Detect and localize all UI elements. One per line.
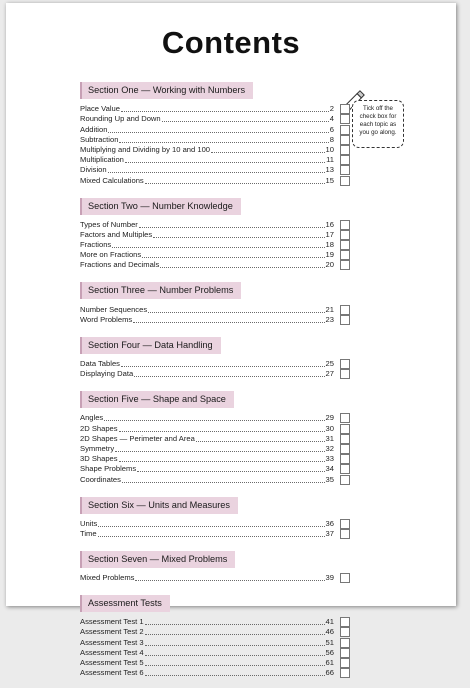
entry-label: Assessment Test 2: [80, 627, 144, 637]
tick-checkbox[interactable]: [340, 617, 350, 627]
entry-label: Shape Problems: [80, 464, 137, 474]
entry-page-number: 56: [325, 647, 334, 657]
entry-page-number: 21: [325, 304, 334, 314]
toc-entry: [80, 637, 350, 647]
tick-checkbox[interactable]: [340, 668, 350, 678]
dot-leader: [142, 256, 324, 258]
entry-label: Displaying Data: [80, 369, 134, 379]
dot-leader: [148, 311, 324, 313]
entry-page-number: 34: [325, 464, 334, 474]
entry-page-number: 61: [325, 658, 334, 667]
dot-leader: [122, 481, 325, 483]
dot-leader: [119, 460, 325, 462]
entry-page-number: 35: [325, 474, 334, 484]
entry-page-number: 33: [325, 454, 334, 464]
toc-section: [80, 280, 350, 324]
toc-entry: [80, 573, 350, 583]
entry-label: Subtraction: [80, 134, 119, 144]
dot-leader: [98, 535, 325, 537]
toc-entry: [80, 240, 350, 250]
tick-checkbox[interactable]: [340, 464, 350, 474]
entry-page-number: 15: [325, 175, 334, 185]
entry-page-number: 51: [325, 637, 334, 647]
tick-checkbox[interactable]: [340, 573, 350, 583]
dot-leader: [98, 525, 324, 527]
dot-leader: [119, 430, 325, 432]
entry-label: Division: [80, 165, 107, 175]
entry-page-number: 8: [329, 134, 334, 144]
section-heading: Section Five — Shape and Space: [80, 391, 234, 408]
toc-section: [80, 80, 350, 186]
entry-label: More on Fractions: [80, 250, 142, 260]
tick-checkbox[interactable]: [340, 135, 350, 145]
entry-page-number: 25: [325, 359, 334, 368]
tick-checkbox[interactable]: [340, 220, 350, 230]
entry-page-number: 23: [325, 314, 334, 324]
tick-checkbox[interactable]: [340, 529, 350, 539]
entry-label: Assessment Test 4: [80, 647, 144, 657]
section-heading: Section Seven — Mixed Problems: [80, 551, 235, 568]
entry-label: Addition: [80, 124, 108, 134]
toc-entry: [80, 230, 350, 240]
dot-leader: [145, 674, 325, 676]
entry-page-number: 66: [325, 668, 334, 678]
entry-label: Assessment Test 1: [80, 617, 144, 627]
entry-label: Place Value: [80, 104, 120, 114]
dot-leader: [135, 579, 324, 581]
entry-page-number: 32: [325, 443, 334, 453]
dot-leader: [162, 120, 329, 122]
tick-checkbox[interactable]: [340, 638, 350, 648]
tick-checkbox[interactable]: [340, 369, 350, 379]
entry-page-number: 4: [329, 114, 334, 124]
dot-leader: [196, 440, 325, 442]
tick-checkbox[interactable]: [340, 155, 350, 165]
toc-entry: [80, 165, 350, 175]
entry-label: Fractions: [80, 240, 112, 250]
entry-page-number: 27: [325, 369, 334, 379]
entry-label: Mixed Problems: [80, 573, 135, 583]
entry-label: Word Problems: [80, 314, 133, 324]
entry-page-number: 36: [325, 518, 334, 528]
tick-checkbox[interactable]: [340, 475, 350, 485]
entry-page-number: 10: [325, 144, 334, 154]
dot-leader: [145, 623, 325, 625]
toc-section: [80, 196, 350, 271]
dot-leader: [137, 470, 324, 472]
toc-entry: [80, 454, 350, 464]
toc-entry: [80, 464, 350, 474]
tick-checkbox[interactable]: [340, 104, 350, 114]
toc-entry: [80, 627, 350, 637]
section-heading: Section Six — Units and Measures: [80, 497, 238, 514]
tick-checkbox[interactable]: [340, 434, 350, 444]
toc-entry: [80, 145, 350, 155]
tick-checkbox[interactable]: [340, 648, 350, 658]
toc-entry: [80, 519, 350, 529]
tick-checkbox[interactable]: [340, 125, 350, 135]
dot-leader: [134, 375, 324, 377]
entry-page-number: 13: [325, 165, 334, 175]
toc-entry: [80, 529, 350, 539]
tick-checkbox[interactable]: [340, 424, 350, 434]
entry-page-number: 46: [325, 627, 334, 637]
toc-entry: [80, 668, 350, 678]
dot-leader: [145, 182, 325, 184]
toc-entry: [80, 124, 350, 134]
entry-label: Time: [80, 528, 97, 538]
entry-label: Assessment Test 3: [80, 637, 144, 647]
entry-page-number: 31: [325, 433, 334, 443]
toc-entry: [80, 413, 350, 423]
dot-leader: [104, 419, 324, 421]
toc-section: [80, 495, 350, 539]
tick-checkbox[interactable]: [340, 240, 350, 250]
dot-leader: [121, 110, 329, 112]
dot-leader: [145, 654, 325, 656]
tick-checkbox[interactable]: [340, 454, 350, 464]
section-heading: Assessment Tests: [80, 595, 170, 612]
tip-note: Tick off the check box for each topic as you go along.: [352, 100, 404, 148]
tick-checkbox[interactable]: [340, 165, 350, 175]
entry-label: Assessment Test 6: [80, 668, 144, 678]
entry-label: Multiplying and Dividing by 10 and 100: [80, 144, 211, 154]
dot-leader: [115, 450, 324, 452]
entry-label: Rounding Up and Down: [80, 114, 161, 124]
entry-page-number: 16: [325, 219, 334, 229]
section-heading: Section Three — Number Problems: [80, 282, 241, 299]
dot-leader: [108, 131, 328, 133]
toc-entry: [80, 617, 350, 627]
dot-leader: [133, 321, 324, 323]
tick-checkbox[interactable]: [340, 114, 350, 124]
entry-page-number: 30: [325, 423, 334, 433]
dot-leader: [108, 171, 325, 173]
toc-section: [80, 593, 350, 678]
table-of-contents: [80, 80, 350, 688]
entry-label: Coordinates: [80, 474, 121, 484]
dot-leader: [160, 266, 324, 268]
toc-entry: [80, 250, 350, 260]
entry-page-number: 11: [326, 155, 334, 165]
dot-leader: [121, 365, 325, 367]
tick-checkbox[interactable]: [340, 305, 350, 315]
entry-page-number: 18: [325, 240, 334, 250]
entry-page-number: 29: [325, 413, 334, 423]
entry-label: Units: [80, 518, 98, 528]
tick-checkbox[interactable]: [340, 260, 350, 270]
tick-checkbox[interactable]: [340, 658, 350, 668]
toc-entry: [80, 315, 350, 325]
toc-entry: [80, 304, 350, 314]
entry-label: Mixed Calculations: [80, 175, 144, 185]
toc-entry: [80, 114, 350, 124]
tick-checkbox[interactable]: [340, 444, 350, 454]
entry-page-number: 17: [325, 229, 334, 239]
dot-leader: [125, 161, 325, 163]
entry-page-number: 2: [329, 104, 334, 114]
tick-checkbox[interactable]: [340, 250, 350, 260]
toc-entry: [80, 175, 350, 185]
dot-leader: [145, 644, 325, 646]
entry-label: 2D Shapes — Perimeter and Area: [80, 433, 195, 443]
toc-entry: [80, 474, 350, 484]
entry-page-number: 20: [325, 260, 334, 270]
section-heading: Section Two — Number Knowledge: [80, 198, 241, 215]
contents-page: [6, 3, 456, 678]
toc-entry: [80, 434, 350, 444]
tick-checkbox[interactable]: [340, 359, 350, 369]
dot-leader: [145, 664, 325, 666]
tick-checkbox[interactable]: [340, 145, 350, 155]
toc-entry: [80, 155, 350, 165]
dot-leader: [119, 141, 328, 143]
entry-page-number: 37: [325, 528, 334, 538]
entry-label: Symmetry: [80, 443, 115, 453]
tick-checkbox[interactable]: [340, 230, 350, 240]
toc-entry: [80, 658, 350, 668]
toc-section: [80, 389, 350, 484]
entry-label: Factors and Multiples: [80, 229, 153, 239]
dot-leader: [112, 246, 324, 248]
entry-label: Fractions and Decimals: [80, 260, 160, 270]
dot-leader: [211, 151, 325, 153]
page-title: Contents: [161, 25, 301, 60]
entry-label: 3D Shapes: [80, 454, 118, 464]
toc-entry: [80, 369, 350, 379]
toc-entry: [80, 135, 350, 145]
toc-entry: [80, 648, 350, 658]
tick-checkbox[interactable]: [340, 627, 350, 637]
entry-label: 2D Shapes: [80, 423, 118, 433]
entry-label: Assessment Test 5: [80, 658, 144, 667]
toc-entry: [80, 260, 350, 270]
dot-leader: [153, 236, 324, 238]
tick-checkbox[interactable]: [340, 519, 350, 529]
entry-page-number: 41: [325, 617, 334, 627]
entry-label: Number Sequences: [80, 304, 148, 314]
section-heading: Section Four — Data Handling: [80, 337, 221, 354]
entry-page-number: 39: [325, 573, 334, 583]
toc-section: [80, 335, 350, 379]
toc-entry: [80, 220, 350, 230]
tick-checkbox[interactable]: [340, 413, 350, 423]
entry-page-number: 6: [329, 124, 334, 134]
tick-checkbox[interactable]: [340, 315, 350, 325]
entry-label: Angles: [80, 413, 104, 423]
toc-entry: [80, 444, 350, 454]
toc-entry: [80, 423, 350, 433]
dot-leader: [145, 633, 325, 635]
entry-label: Types of Number: [80, 219, 138, 229]
entry-page-number: 19: [325, 250, 334, 260]
dot-leader: [139, 226, 325, 228]
entry-label: Multiplication: [80, 155, 124, 165]
section-heading: Section One — Working with Numbers: [80, 82, 253, 99]
toc-entry: [80, 359, 350, 369]
toc-entry: [80, 104, 350, 114]
toc-section: [80, 549, 350, 583]
tick-checkbox[interactable]: [340, 176, 350, 186]
entry-label: Data Tables: [80, 359, 120, 368]
